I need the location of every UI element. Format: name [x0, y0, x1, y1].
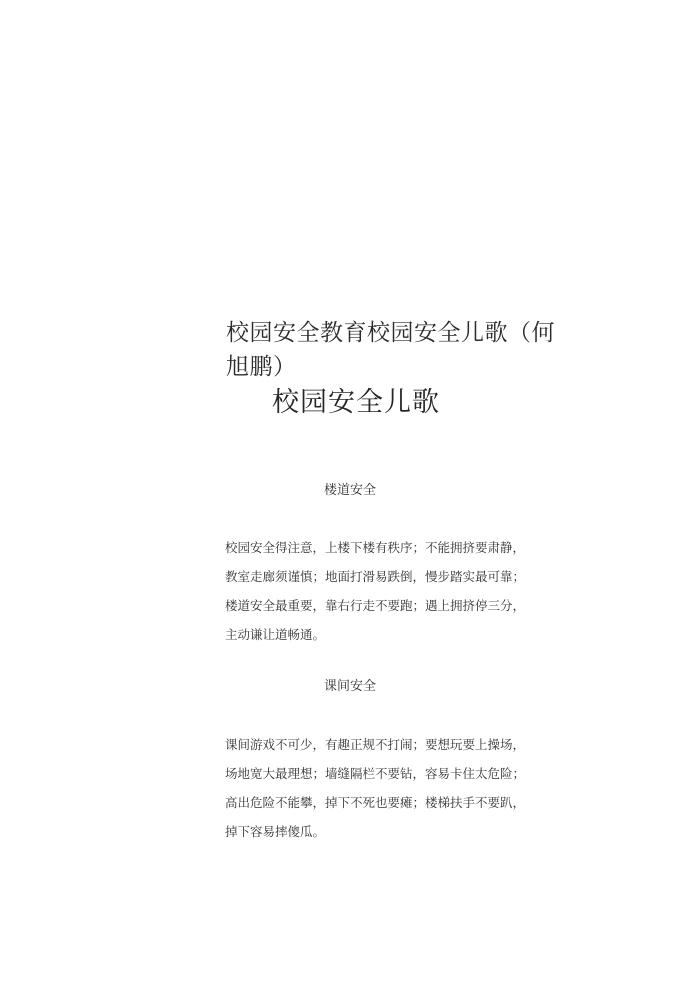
section-heading-stairway-safety: 楼道安全 [324, 483, 377, 498]
section-heading-recess-safety: 课间安全 [324, 679, 377, 694]
body-line: 校园安全得注意，上楼下楼有秩序；不能拥挤要肃静， [225, 540, 526, 555]
body-line: 场地宽大最理想；墙缝隔栏不要钻，容易卡住太危险； [225, 766, 526, 781]
document-title: 校园安全教育校园安全儿歌（何旭鹏） [226, 320, 555, 380]
body-line: 课间游戏不可少，有趣正规不打闹；要想玩要上操场， [225, 737, 526, 752]
body-line: 教室走廊须谨慎；地面打滑易跌倒，慢步踏实最可靠； [225, 569, 526, 584]
body-line: 主动谦让道畅通。 [225, 627, 326, 642]
section-body-recess-safety [225, 730, 570, 846]
body-line: 高出危险不能攀，掉下不死也要瘫；楼梯扶手不要趴， [225, 795, 526, 810]
body-line: 掉下容易摔傻瓜。 [225, 824, 326, 839]
document-subtitle: 校园安全儿歌 [272, 387, 440, 418]
body-line: 楼道安全最重要，靠右行走不要跑；遇上拥挤停三分， [225, 598, 526, 613]
section-body-stairway-safety [225, 533, 570, 649]
